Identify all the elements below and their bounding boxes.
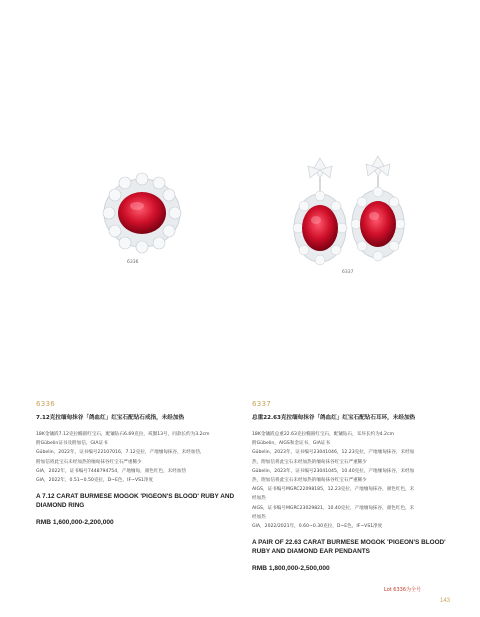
- lot-number: 6337: [252, 400, 272, 408]
- lot-description: [252, 430, 457, 531]
- lot-6336: [36, 400, 241, 526]
- lot-description: [36, 430, 241, 485]
- desc-line: AIGS，证书编号MGRC23029821，10.40克拉，产地缅甸抹谷，颜色红色，未: [252, 505, 415, 511]
- desc-line: 附Gübelin，AIGS和金证书，GIA证书: [252, 441, 331, 447]
- ruby-ring-image: [95, 165, 190, 260]
- desc-line: 附加信将此宝石未经加热的缅甸抹谷红宝石严重稀少: [36, 459, 142, 465]
- lot-number: 6336: [36, 400, 56, 408]
- ring-caption: 6336: [127, 260, 139, 265]
- desc-line: Gübelin，2022年，证书编号22107016，7.12克拉，产地缅甸抹谷，未经加热，: [36, 450, 205, 456]
- lot-title-en: A 7.12 CARAT BURMESE MOGOK 'PIGEON'S BLOOD' RUBY AND DIAMOND RING: [36, 493, 235, 510]
- desc-line: 经加热: [252, 496, 266, 502]
- lot-6337: [252, 400, 457, 572]
- page-number: 143: [440, 598, 451, 604]
- desc-line: Gübelin，2023年，证书编号23041046，12.23克拉，产地缅甸抹谷，未经加: [252, 450, 415, 456]
- lot-note: Lot 6336为全号: [384, 587, 422, 593]
- desc-line: GIA，2022/2021年，0.60~0.30克拉，D~E色，IF~VS1净度: [252, 524, 383, 530]
- desc-line: 18K金镶嵌总重22.63克拉椭圆红宝石，配镶钻石，耳环长约为4.2cm: [252, 432, 394, 437]
- desc-line: GIA，2022年，0.51~0.50克拉，D~E色，IF~VS1净度: [36, 478, 154, 484]
- desc-line: 附Gübelin证书及附加信，GIA证书: [36, 441, 108, 447]
- desc-line: Gübelin，2023年，证书编号23041045，10.40克拉，产地缅甸抹谷，未经加: [252, 468, 415, 474]
- desc-line: 热，附加信将此宝石未经加热的缅甸抹谷红宝石严重稀少: [252, 459, 367, 465]
- ruby-earrings-image: [290, 150, 410, 275]
- lot-title-cn: 7.12克拉缅甸抹谷「鸽血红」红宝石配钻石戒指，未经加热: [36, 415, 185, 421]
- desc-line: AIGS，证书编号MGRC22098185，12.23克拉，产地缅甸抹谷，颜色红色，未: [252, 487, 415, 493]
- desc-line: 经加热: [252, 514, 266, 520]
- lot-estimate: RMB 1,800,000-2,500,000: [252, 565, 330, 573]
- lot-estimate: RMB 1,600,000-2,200,000: [36, 519, 114, 527]
- lot-title-cn: 总重22.63克拉缅甸抹谷「鸽血红」红宝石配钻石耳环，未经加热: [252, 415, 416, 421]
- desc-line: 热，附加信将此宝石未经加热的缅甸抹谷红宝石严重稀少: [252, 478, 367, 484]
- lot-title-en: A PAIR OF 22.63 CARAT BURMESE MOGOK 'PIGEON'S BLOOD' RUBY AND DIAMOND EAR PENDANTS: [252, 539, 446, 556]
- desc-line: 18K金镶嵌7.12克拉椭圆红宝石，配镶钻石6.69克拉，戒圈13号，同款长约为3.2cm: [36, 432, 210, 437]
- earrings-caption: 6337: [342, 270, 354, 275]
- desc-line: GIA，2022年，证书编号7448794754，产地缅甸，颜色红色，未经加热: [36, 468, 187, 474]
